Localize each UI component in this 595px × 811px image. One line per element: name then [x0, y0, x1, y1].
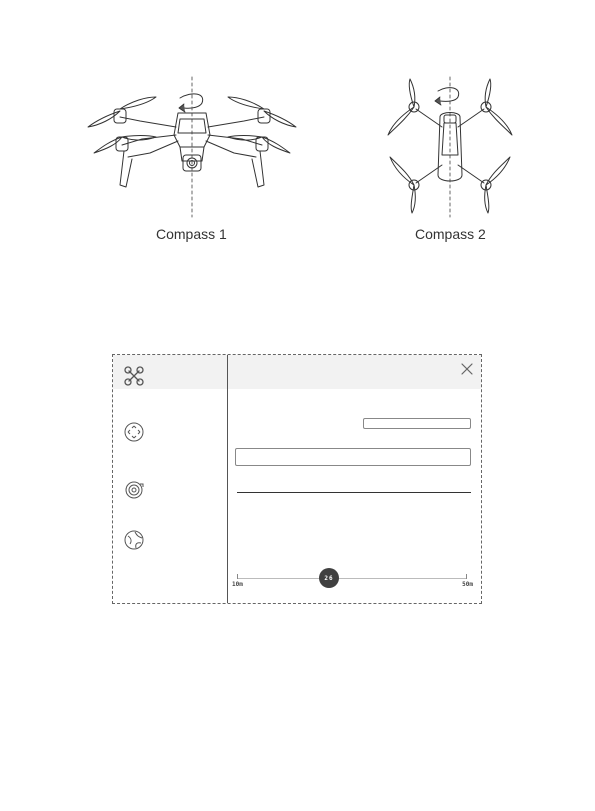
long-input-field[interactable]: [235, 448, 471, 466]
distance-slider[interactable]: [232, 567, 473, 597]
slider-track: [237, 578, 467, 579]
slider-knob[interactable]: 26: [319, 568, 339, 588]
compass-1-drone-icon: [80, 75, 305, 220]
panel-header-strip: [113, 355, 481, 389]
compass-2-label: Compass 2: [415, 226, 486, 242]
slider-max-tick: [466, 574, 467, 579]
short-input-field[interactable]: [363, 418, 471, 429]
camera-rotate-icon[interactable]: [123, 479, 145, 501]
compass-2-drone-icon: [380, 75, 520, 220]
settings-panel: [112, 354, 482, 604]
slider-min-tick: [237, 574, 238, 579]
slider-max-label: 50m: [462, 581, 473, 588]
divider-line: [237, 492, 471, 493]
close-icon[interactable]: [460, 362, 474, 376]
sidebar-divider: [227, 355, 228, 603]
compass-1-label: Compass 1: [156, 226, 227, 242]
drone-icon[interactable]: [123, 365, 145, 387]
globe-icon[interactable]: [123, 529, 145, 551]
slider-min-label: 10m: [232, 581, 243, 588]
dpad-icon[interactable]: [123, 421, 145, 443]
